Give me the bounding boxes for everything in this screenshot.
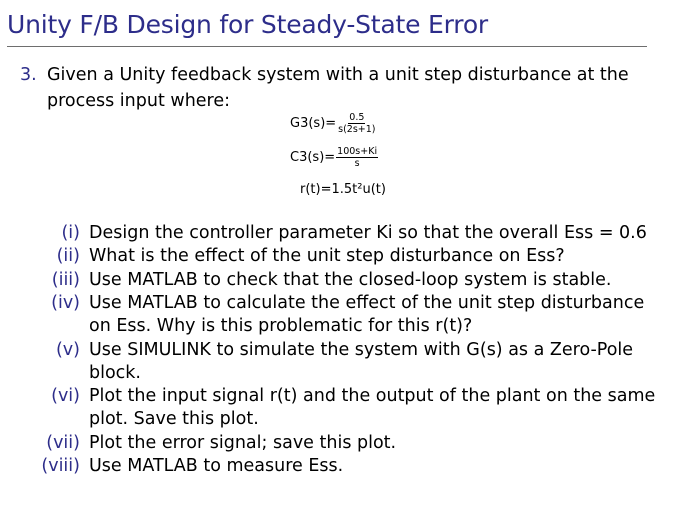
- equation-c3-fraction: [336, 146, 378, 169]
- list-item-text: Use MATLAB to check that the closed-loop system is stable.: [89, 269, 612, 290]
- list-item-label: (vii): [46, 432, 80, 453]
- list-item-text: What is the effect of the unit step disturbance on Ess?: [89, 246, 565, 267]
- equation-g3-fraction: [337, 112, 376, 135]
- list-item-label: (iii): [51, 269, 80, 290]
- problem-text: Given a Unity feedback system with a unit step disturbance at the process input where:: [47, 65, 629, 111]
- equation-r-text: r(t)=1.5t²u(t): [300, 182, 386, 197]
- list-item-text: Design the controller parameter Ki so that the overall Ess = 0.6: [89, 223, 647, 243]
- equation-r: [300, 182, 386, 197]
- equation-g3-lhs: G3(s)=: [290, 116, 337, 131]
- equation-c3-lhs: C3(s)=: [290, 150, 336, 165]
- equation-g3-denominator: s(2s+1): [338, 124, 376, 135]
- problem-statement: [20, 62, 660, 114]
- list-item-label: (i): [61, 223, 80, 243]
- equation-c3-numerator: 100s+Ki: [337, 146, 378, 157]
- list-item-label: (vi): [51, 386, 80, 407]
- title-divider: [7, 46, 647, 47]
- list-item-label: (iv): [51, 292, 80, 313]
- list-item-text: Use MATLAB to measure Ess.: [89, 456, 344, 476]
- list-item-text: Plot the error signal; save this plot.: [89, 432, 397, 453]
- equation-c3-denominator: s: [354, 158, 360, 169]
- list-item-text: Use MATLAB to calculate the effect of the unit step disturbance on Ess. Why is this problematic for this r(t)?: [89, 292, 645, 337]
- list-item-label: (ii): [56, 246, 80, 267]
- list-item-label: (v): [55, 339, 80, 360]
- equation-c3: [290, 146, 378, 169]
- equation-g3: [290, 112, 377, 135]
- list-item-text: Plot the input signal r(t) and the output of the plant on the same plot. Save this plot.: [89, 386, 656, 430]
- list-item-label: (viii): [41, 456, 80, 476]
- list-item-text: Use SIMULINK to simulate the system with G(s) as a Zero-Pole block.: [89, 339, 634, 383]
- equation-g3-numerator: 0.5: [349, 112, 365, 123]
- slide-title: Unity F/B Design for Steady-State Error: [7, 10, 488, 39]
- problem-number: 3.: [20, 65, 37, 85]
